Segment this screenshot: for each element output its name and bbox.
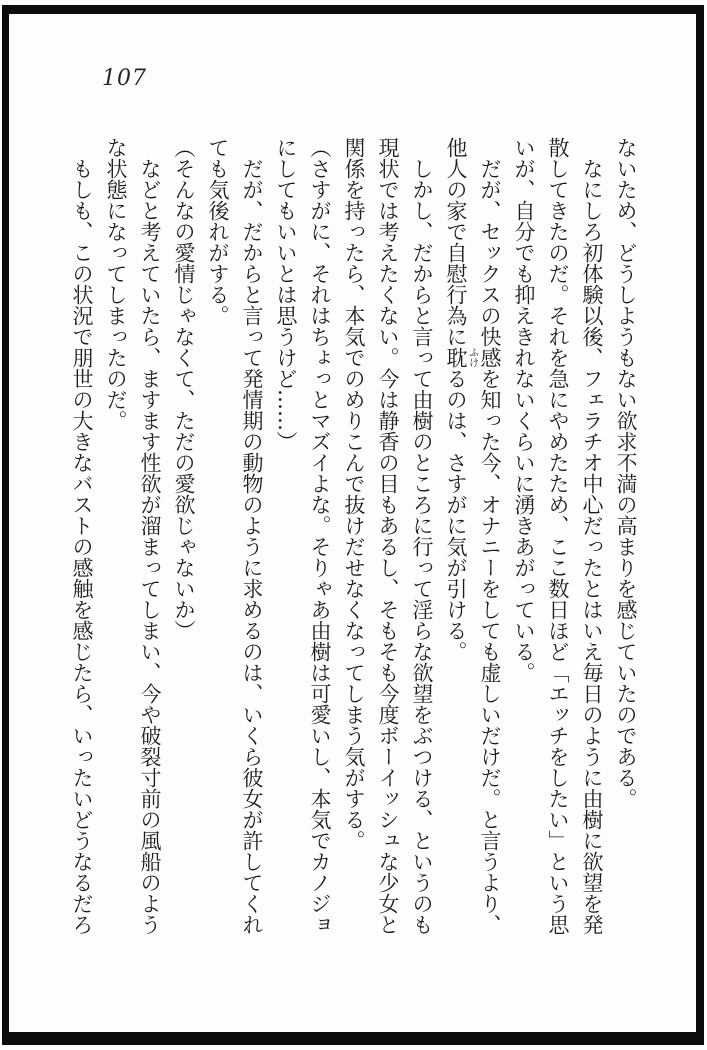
ruby-annotation: 耽ふけ — [444, 347, 478, 368]
body-text — [63, 137, 643, 939]
paragraph: もしも、この状況で朋世の大きなバストの感触を感じたら、いったいどうなるだろ — [70, 158, 94, 935]
paragraph: なにしろ初体験以後、フェラチオ中心だったとはいえ毎日のように由樹に欲望を発散してきたのだ。それを急にやめたため、ここ数日ほど「エッチをしたい」という思いが、自分でも抑えきれないくらいに湧きあがっている。 — [512, 137, 604, 935]
paragraph: だが、だからと言って発情期の動物のように求めるのは、いくら彼女が許してくれても気後れがする。 — [206, 137, 264, 935]
paragraph: しかし、だからと言って由樹のところに行って淫らな欲望をぶつける、というのも現状では考えたくない。今は静香の目もあるし、そもそも今度ボーイッシュな少女と関係を持ったら、本気でのめりこんで抜けだせなくなってしまう気がする。 — [342, 137, 434, 935]
paragraph: （さすがに、それはちょっとマズイよな。そりゃあ由樹は可愛いし、本気でカノジョにしてもいいとは思うけど……） — [274, 137, 332, 935]
paragraph: などと考えていたら、ますます性欲が溜まってしまい、今や破裂寸前の風船のような状態になってしまったのだ。 — [104, 137, 162, 935]
paragraph: だが、セックスの快感を知った今、オナニーをしても虚しいだけだ。と言うより、他人の家で自慰行為に耽ふけるのは、さすがに気が引ける。 — [444, 137, 502, 935]
paragraph: ないため、どうしようもない欲求不満の高まりを感じていたのである。 — [614, 137, 638, 809]
paragraph: （そんなの愛情じゃなくて、ただの愛欲じゃないか） — [172, 137, 196, 641]
page-number: 107 — [102, 66, 147, 91]
